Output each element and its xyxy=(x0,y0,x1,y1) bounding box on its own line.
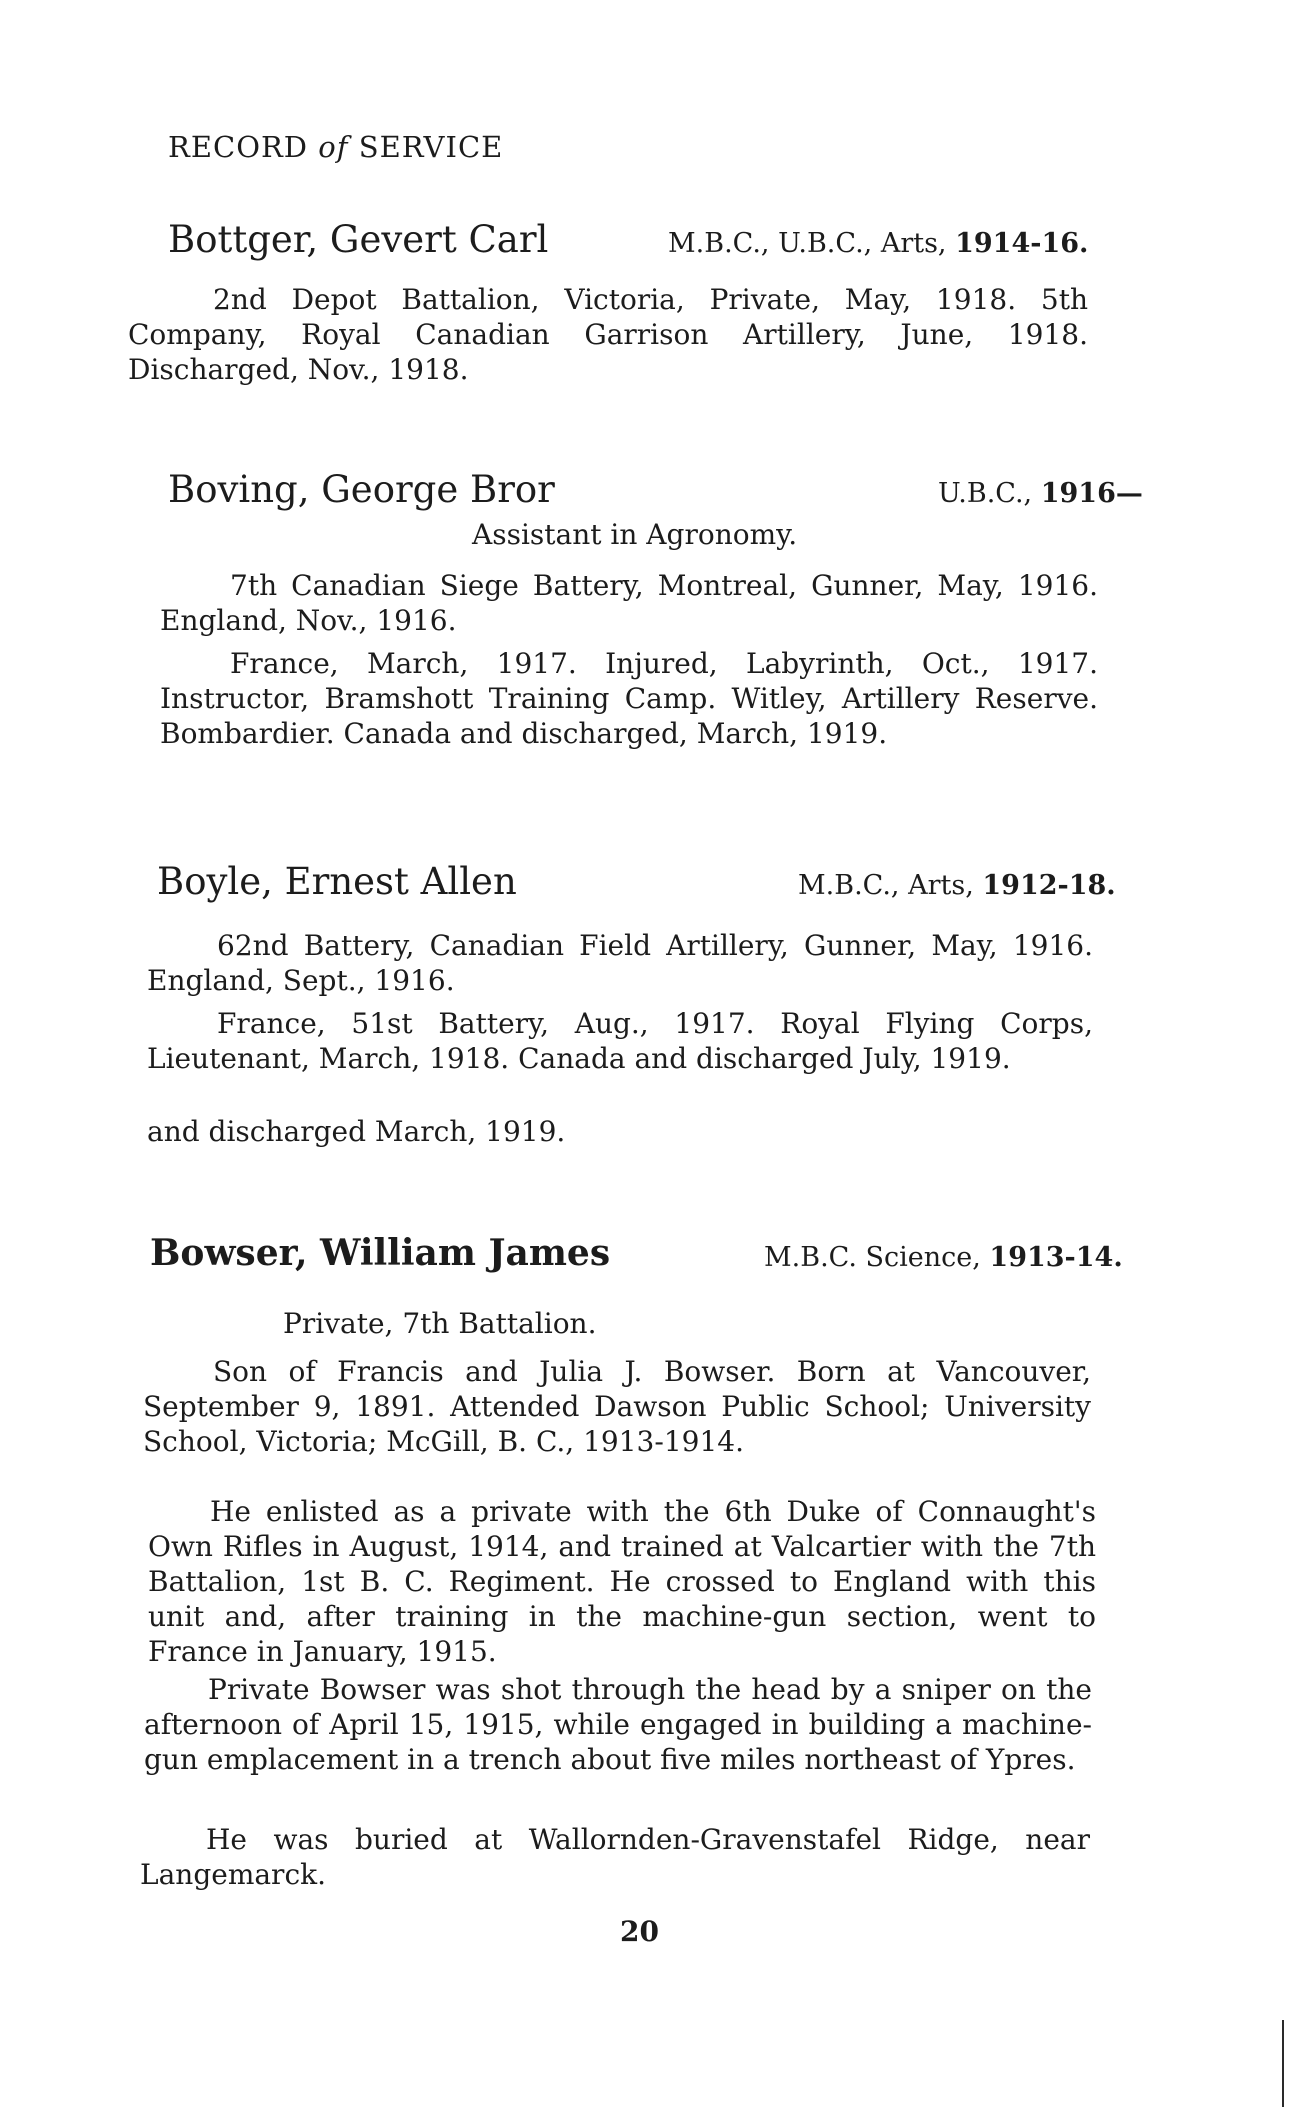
entry-paragraph: He enlisted as a private with the 6th Duke of Connaught's Own Rifles in August, 1914, and trained at Valcartier with the 7th Battalion, 1st B. C. Regiment. He crossed to England with this unit and, after training in the machine-gun section, went to France in January, 1915. xyxy=(148,1495,1096,1668)
affiliation-text: M.B.C. Science, xyxy=(764,1242,990,1273)
margin-mark xyxy=(1282,2020,1284,2107)
running-head xyxy=(168,130,503,164)
entry-paragraph: France, 51st Battery, Aug., 1917. Royal Flying Corps, Lieutenant, March, 1918. Canada and discharged July, 1919. xyxy=(147,1007,1093,1075)
entry-paragraph: He was buried at Wallornden-Gravenstafel Ridge, near Langemarck. xyxy=(140,1823,1090,1891)
affiliation-years: 1916— xyxy=(1040,478,1143,509)
affiliation-years: 1913-14. xyxy=(989,1242,1123,1273)
entry-name: Bowser, William James xyxy=(150,1232,611,1274)
entry-paragraph: and discharged March, 1919. xyxy=(147,1115,566,1148)
entry-paragraph: France, March, 1917. Injured, Labyrinth, Oct., 1917. Instructor, Bramshott Training Camp. Witley, Artillery Reserve. Bombardier. Canada and discharged, March, 1919. xyxy=(160,647,1098,750)
entry-name: Boving, George Bror xyxy=(168,468,555,511)
entry-name: Boyle, Ernest Allen xyxy=(157,860,517,903)
running-head-service: SERVICE xyxy=(348,130,504,164)
page-number: 20 xyxy=(620,1915,659,1948)
affiliation-text: M.B.C., Arts, xyxy=(798,870,983,901)
entry-affiliation xyxy=(798,870,1116,901)
entry-paragraph: Son of Francis and Julia J. Bowser. Born at Vancouver, September 9, 1891. Attended Dawson Public School; University School, Victoria; McGill, B. C., 1913-1914. xyxy=(143,1355,1091,1458)
entry-name: Bottger, Gevert Carl xyxy=(168,218,549,261)
entry-paragraph: Private Bowser was shot through the head by a sniper on the afternoon of April 15, 1915, while engaged in building a machine-gun emplacement in a trench about five miles northeast of Ypres. xyxy=(144,1673,1092,1776)
entry-affiliation xyxy=(938,478,1143,509)
entry-paragraph: 7th Canadian Siege Battery, Montreal, Gunner, May, 1916. England, Nov., 1916. xyxy=(160,569,1098,637)
entry-paragraph: 62nd Battery, Canadian Field Artillery, Gunner, May, 1916. England, Sept., 1916. xyxy=(147,929,1093,997)
entry-affiliation xyxy=(764,1242,1123,1273)
entry-paragraph: Private, 7th Battalion. xyxy=(283,1307,597,1340)
affiliation-text: U.B.C., xyxy=(938,478,1041,509)
running-head-record: RECORD xyxy=(168,130,319,164)
affiliation-text: M.B.C., U.B.C., Arts, xyxy=(668,228,956,259)
affiliation-years: 1912-18. xyxy=(982,870,1116,901)
entry-affiliation xyxy=(668,228,1088,259)
entry-role: Assistant in Agronomy. xyxy=(472,518,798,551)
running-head-of: of xyxy=(318,130,349,164)
entry-paragraph: 2nd Depot Battalion, Victoria, Private, May, 1918. 5th Company, Royal Canadian Garrison Artillery, June, 1918. Discharged, Nov., 1918. xyxy=(128,283,1088,386)
affiliation-years: 1914-16. xyxy=(955,228,1089,259)
